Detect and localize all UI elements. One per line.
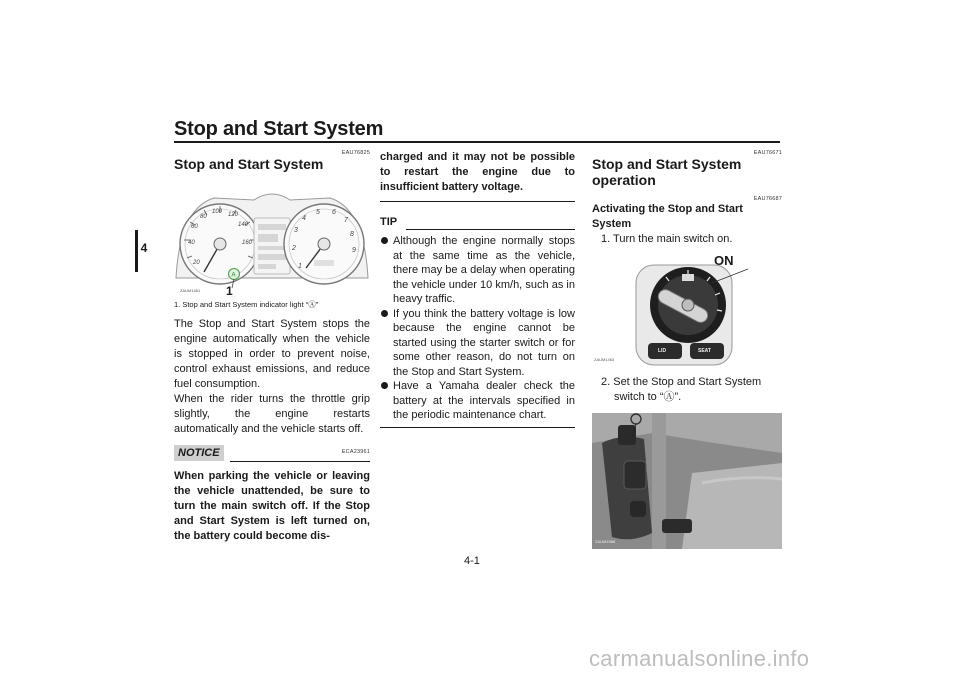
column-2 [380,150,575,428]
page-number: 4-1 [464,555,480,567]
chapter-tab: 4 [140,241,148,255]
svg-text:6: 6 [332,209,336,216]
instrument-cluster-illustration [174,178,370,296]
header-rule [174,141,780,143]
tip-rule [406,229,575,230]
subheading: Activating the Stop and Start System [592,203,743,230]
svg-text:7: 7 [344,217,348,224]
paragraph-1: The Stop and Start System stops the engine automatically when the vehicle is stopped in order to prevent noise, control exhaust emissions, and reduce fuel consumption. [174,318,370,390]
section-code: EAU76825 [341,150,370,156]
section-title: Stop and Start System operation [592,156,742,188]
column-1 [174,150,370,544]
notice-header [174,443,370,463]
section-code: EAU76671 [753,150,782,156]
notice-text: When parking the vehicle or leaving the vehicle unattended, be sure to turn the main switch off. If the Stop and Start System is left turned on, the battery could become dis- [174,470,370,542]
notice-continued: charged and it may not be possible to restart the engine due to insufficient battery voltage. [380,151,575,193]
figure-id: ZAUM1461 [180,288,201,293]
lid-button-label: LID [658,348,667,354]
step-1: 1. Turn the main switch on. [601,233,733,245]
tip-item: Although the engine normally stops at the same time as the vehicle, there may be a delay when operating the vehicle under 10 km/h, such as in heavy traffic. [380,234,575,307]
notice-end-rule [380,201,575,202]
figure-id: ZAUM1588 [595,539,616,544]
tip-end-rule [380,427,575,428]
svg-text:120: 120 [228,212,239,218]
main-switch-illustration [592,253,782,371]
figure-id: ZAUM1463 [594,357,615,362]
tip-label: TIP [380,216,398,228]
handlebar-switch-illustration [592,413,782,549]
sub-code: EAU76687 [753,196,782,202]
svg-text:80: 80 [200,214,207,220]
svg-text:160: 160 [242,240,253,246]
tip-header [380,216,575,232]
notice-rule [230,461,370,462]
notice-badge: NOTICE [174,445,224,461]
svg-text:1: 1 [298,263,302,270]
watermark: carmanualsonline.info [589,646,810,671]
bullet-icon [381,382,388,389]
on-label: ON [714,253,734,268]
tip-item: Have a Yamaha dealer check the battery at the intervals specified in the periodic maintenance chart. [380,379,575,423]
svg-text:8: 8 [350,231,354,238]
section-title: Stop and Start System [174,156,324,172]
header-title: Stop and Start System [174,118,384,140]
svg-text:2: 2 [292,245,296,252]
svg-text:100: 100 [212,209,223,215]
svg-text:4: 4 [302,215,306,222]
step-2: 2. Set the Stop and Start System switch to “Ⓐ”. [601,376,762,403]
figure-caption: 1. Stop and Start System indicator light “Ⓐ” [174,300,319,309]
column-3 [592,150,782,549]
svg-text:140: 140 [238,222,249,228]
seat-button-label: SEAT [698,348,711,354]
svg-text:60: 60 [191,224,198,230]
svg-text:5: 5 [316,209,320,216]
svg-text:3: 3 [294,227,298,234]
svg-text:20: 20 [193,260,200,266]
paragraph-2: When the rider turns the throttle grip slightly, the engine restarts automatically and the vehicle starts off. [174,393,370,435]
svg-text:A: A [231,272,236,279]
bullet-icon [381,310,388,317]
svg-text:9: 9 [352,247,356,254]
figure-callout: 1 [226,284,233,298]
svg-text:40: 40 [188,240,195,246]
tip-item: If you think the battery voltage is low because the engine cannot be started using the starter switch or for some other reason, do not turn on the Stop and Start System. [380,307,575,380]
handlebar-switch-photo [592,413,782,549]
instrument-cluster-figure [174,178,370,296]
main-switch-figure [592,253,782,371]
tip-list [380,234,575,423]
bullet-icon [381,237,388,244]
notice-code: ECA23961 [341,449,370,455]
